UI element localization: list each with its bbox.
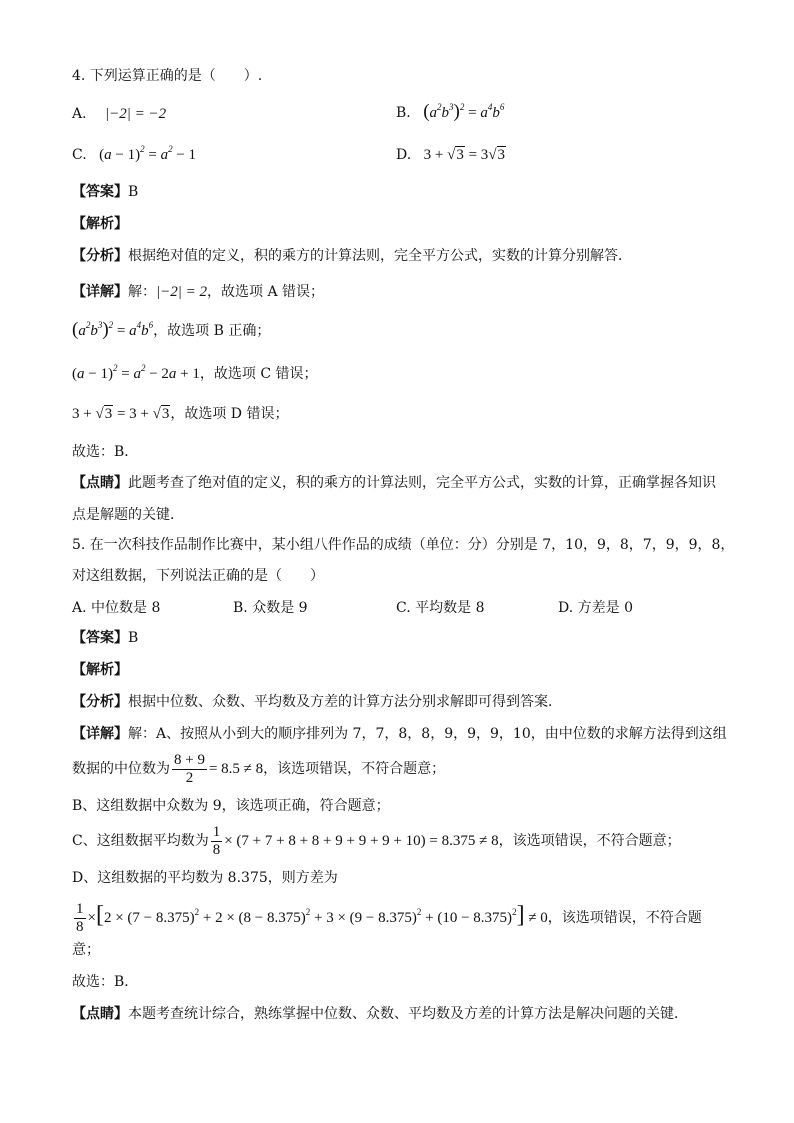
- q5-xiangjie-b: B、这组数据中众数为 9，该选项正确，符合题意；: [72, 798, 390, 814]
- q5-answer: 【答案】B: [72, 630, 139, 646]
- q5-option-a: A. 中位数是 8: [72, 600, 161, 616]
- q4-option-a: A. |−2| = −2: [72, 106, 167, 122]
- q5-option-c: C. 平均数是 8: [396, 600, 485, 616]
- q5-xiangjie-d2: $\frac{1}{8}$ $\times[2 \times (7 - 8.375)^2 + 2 \times (8 - 8.375)^2 + 3 \times (9 - 8.375)^2 + (10 - 8.375)^2] \ne 0$，该选项错误，不符合题: [76, 901, 702, 936]
- q4-xiangjie-line1: 【详解】解：|−2| = 2，故选项 A 错误；: [72, 284, 325, 300]
- q4-option-a-expr: |−2| = −2: [105, 106, 167, 122]
- q4-stem: 4. 下列运算正确的是（ ）.: [72, 68, 263, 84]
- q5-xiangjie-a1: 【详解】解：A、按照从小到大的顺序排列为 7，7，8，8，9，9，9，10，由中位数的求解方法得到这组: [72, 726, 727, 742]
- q4-dianjing-2: 点是解题的关键．: [72, 507, 184, 523]
- q5-jiexi: 【解析】: [72, 662, 128, 678]
- q4-xiangjie-line4: 3 + √3 = 3 + √3，故选项 D 错误；: [72, 406, 289, 422]
- q5-xiangjie-c: C、这组数据平均数为 $\frac{1}{8}$ × (7 + 7 + 8 + 8 + 9 + 9 + 9 + 10) = 8.375 ≠ 8，该选项错误，不符合题意；: [72, 824, 681, 859]
- q4-option-c-expr: $(a - 1)^2 = a^2 - 1$: [99, 144, 197, 163]
- q4-option-d: D. 3 + √3 = 3√3: [396, 147, 506, 163]
- q5-fenxi: 【分析】根据中位数、众数、平均数及方差的计算方法分别求解即可得到答案．: [72, 694, 562, 710]
- q4-jiexi: 【解析】: [72, 216, 128, 232]
- q4-answer: 【答案】B: [72, 184, 139, 200]
- q4-xiangjie-line3: $(a - 1)^2 = a^2 - 2a + 1$，故选项 C 错误；: [72, 363, 318, 382]
- q5-xiangjie-a2: 数据的中位数为 $\frac{8 + 9}{2}$ = 8.5 ≠ 8，该选项错误，不符合题意；: [72, 752, 446, 787]
- q4-option-b: B. $(a^2b^3)^2 = a^4b^6$: [396, 101, 505, 122]
- q4-option-c: C. $(a - 1)^2 = a^2 - 1$: [72, 144, 197, 163]
- q5-choose: 故选：B．: [72, 974, 139, 990]
- q5-dianjing: 【点睛】本题考查统计综合，熟练掌握中位数、众数、平均数及方差的计算方法是解决问题的关键．: [72, 1006, 688, 1022]
- q4-choose: 故选：B．: [72, 444, 139, 460]
- q5-stem-2: 对这组数据，下列说法正确的是（ ）: [72, 568, 324, 584]
- q5-xiangjie-d1: D、这组数据的平均数为 8.375，则方差为: [72, 870, 338, 886]
- q4-option-b-expr: $(a^2b^3)^2 = a^4b^6$: [423, 101, 505, 122]
- q4-dianjing-1: 【点睛】此题考查了绝对值的定义，积的乘方的计算法则，完全平方公式，实数的计算，正确掌握各知识: [72, 475, 716, 491]
- q5-option-d: D. 方差是 0: [558, 600, 633, 616]
- q4-option-d-expr: 3 + √3 = 3√3: [423, 147, 506, 163]
- q4-fenxi: 【分析】根据绝对值的定义，积的乘方的计算法则，完全平方公式，实数的计算分别解答．: [72, 248, 632, 264]
- q5-xiangjie-d3: 意；: [72, 942, 100, 958]
- q4-xiangjie-line2: $(a^2b^3)^2 = a^4b^6$，故选项 B 正确；: [72, 319, 271, 340]
- q5-option-b: B. 众数是 9: [233, 600, 308, 616]
- q5-stem-1: 5. 在一次科技作品制作比赛中，某小组八件作品的成绩（单位：分）分别是 7，10，9，8，7，9，9，8，: [72, 537, 735, 553]
